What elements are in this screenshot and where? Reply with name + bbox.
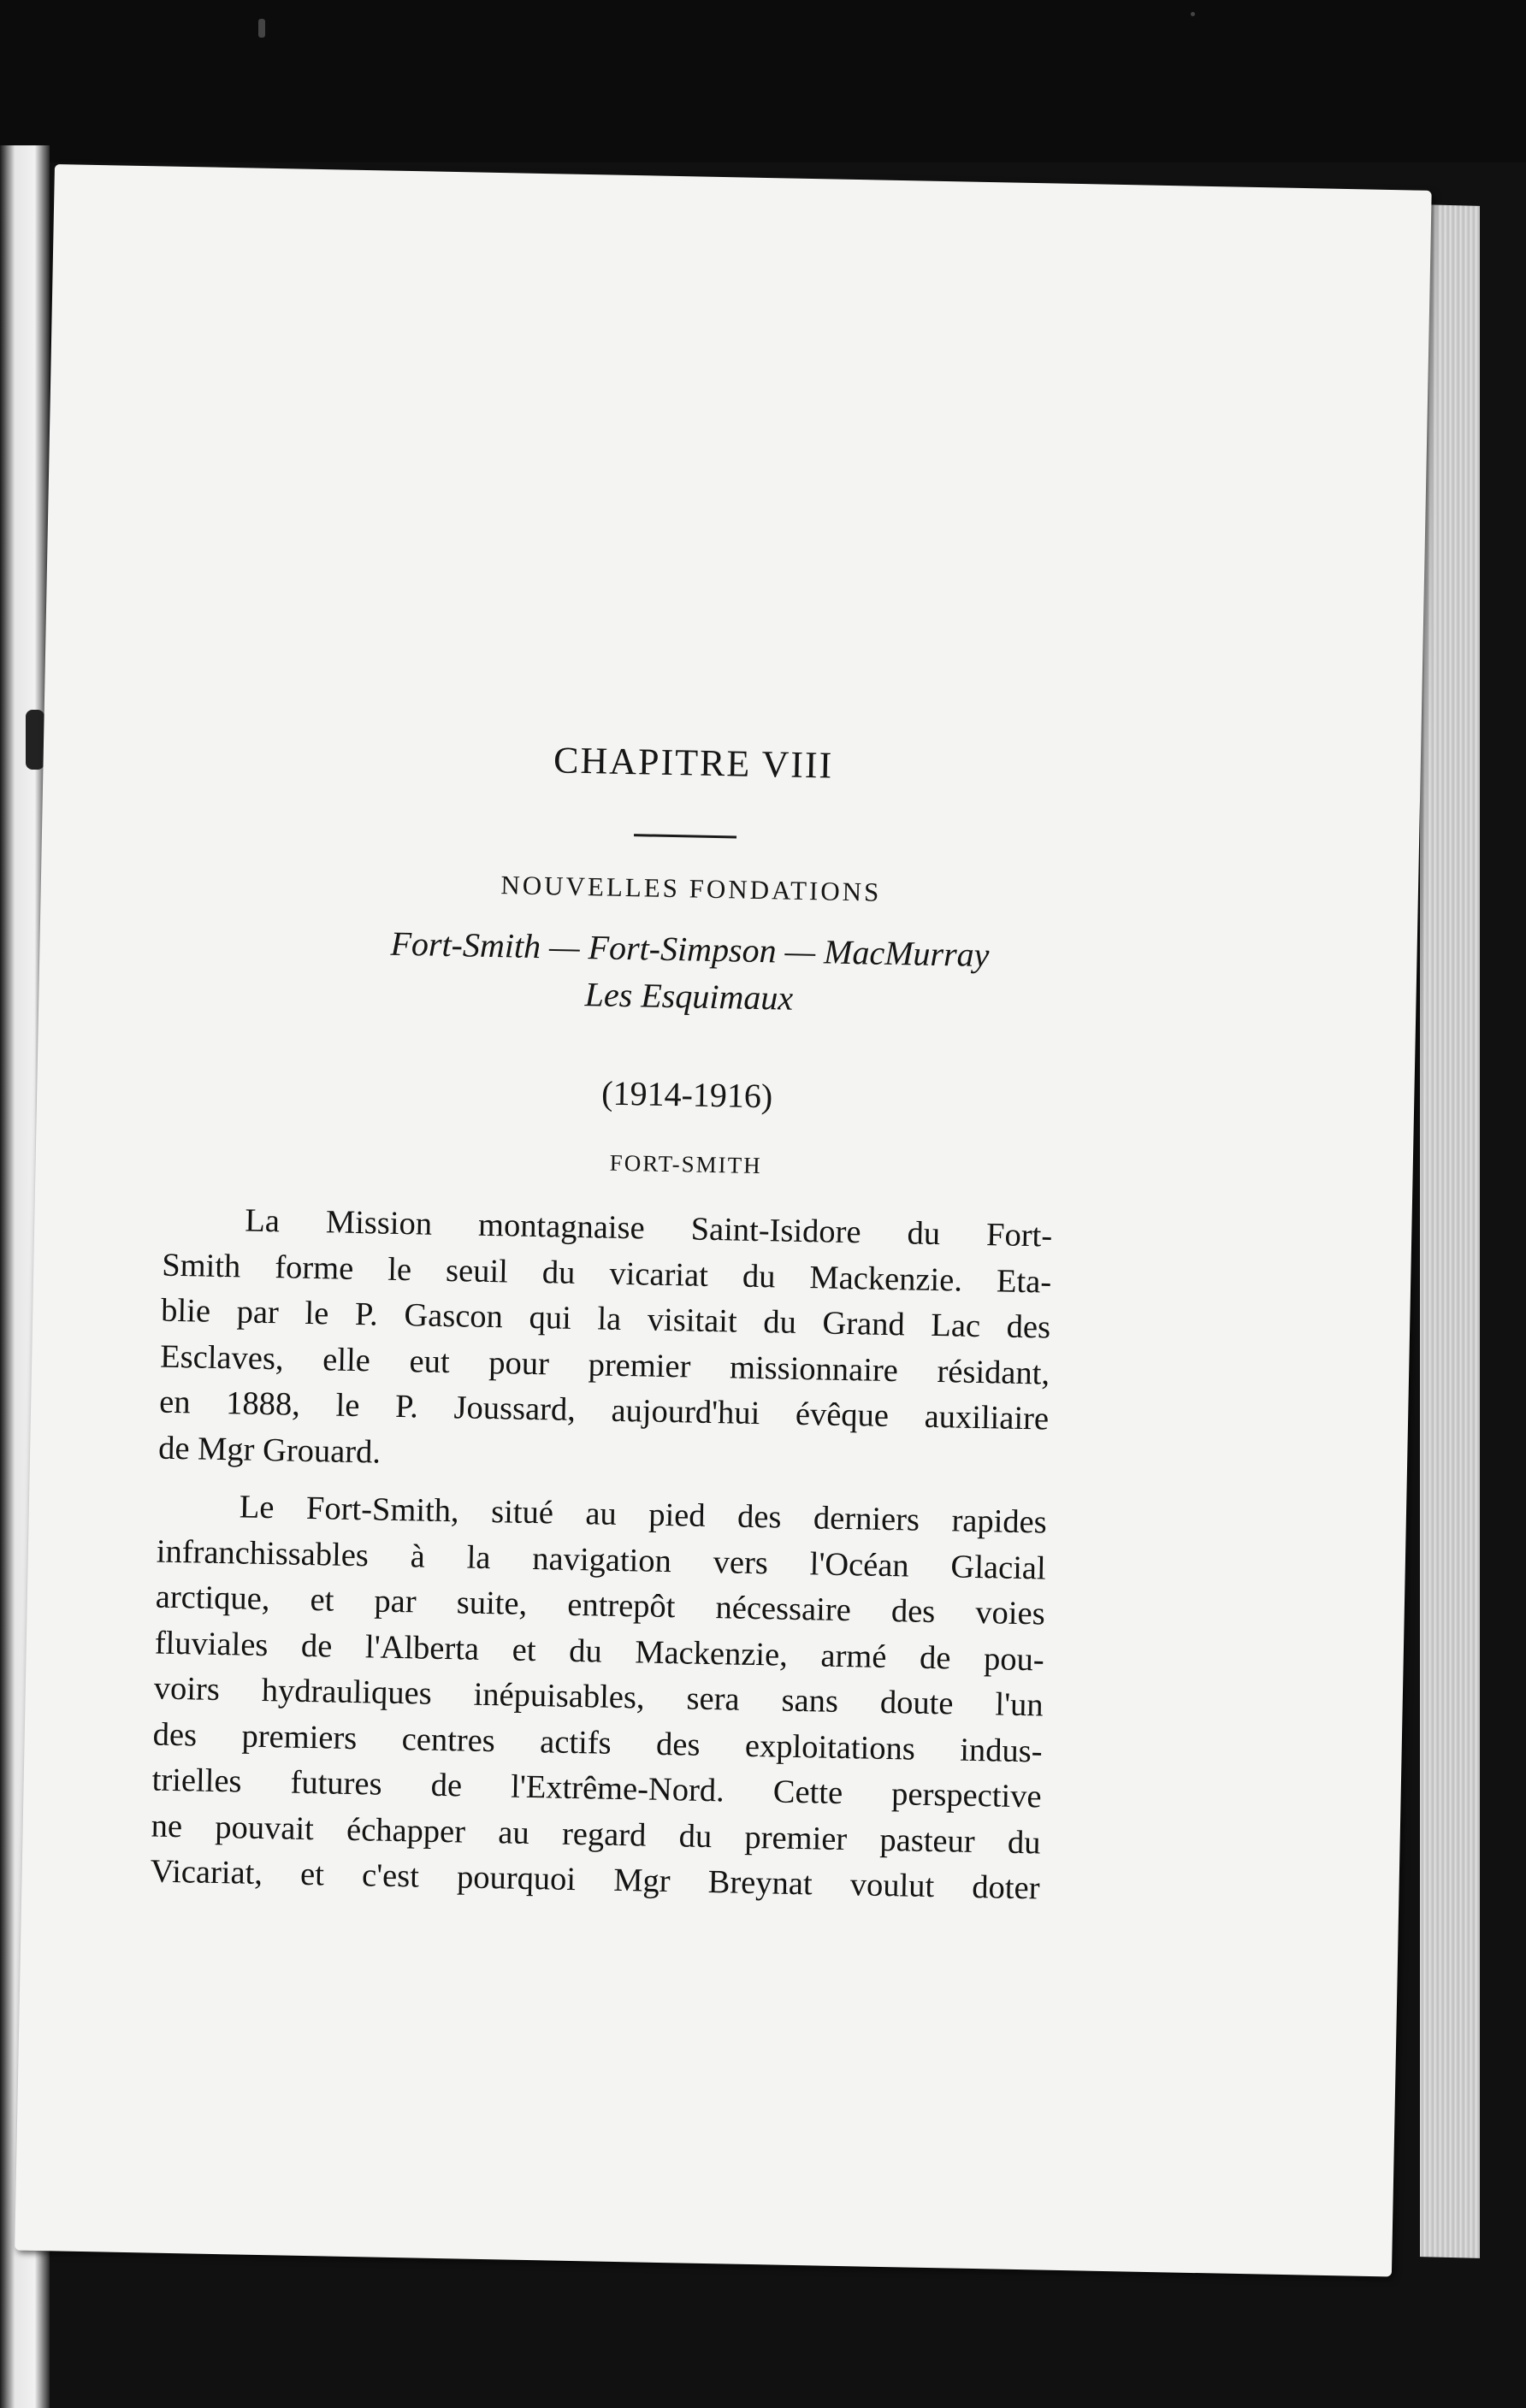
text-line: des premiers centres actifs des exploitations indus- <box>152 1716 1043 1770</box>
text-line: voirs hydrauliques inépuisables, sera sans doute l'un <box>153 1670 1044 1724</box>
paragraph <box>150 1484 1047 1912</box>
text-line: Le Fort-Smith, situé au pied des derniers rapides <box>239 1489 1048 1541</box>
section-heading: NOUVELLES FONDATIONS <box>500 870 882 907</box>
book-page <box>15 164 1432 2276</box>
chapter-title: CHAPITRE VIII <box>553 739 834 787</box>
text-line: blie par le P. Gascon qui la visitait du Grand Lac des <box>160 1292 1051 1346</box>
dust-speck <box>258 19 265 38</box>
text-line: arctique, et par suite, entrepôt nécessaire des voies <box>155 1579 1046 1632</box>
text-line: trielles futures de l'Extrême-Nord. Cette perspective <box>151 1762 1042 1815</box>
text-line: Smith forme le seuil du vicariat du Mackenzie. Eta- <box>161 1247 1052 1301</box>
scan-background <box>0 0 1526 162</box>
chapter-dates: (1914-1916) <box>600 1073 773 1116</box>
paragraph <box>158 1197 1053 1489</box>
text-line: de Mgr Grouard. <box>157 1430 382 1471</box>
text-line: ne pouvait échapper au regard du premier pasteur du <box>151 1808 1041 1861</box>
text-line: Vicariat, et c'est pourquoi Mgr Breynat voulut doter <box>150 1853 1040 1907</box>
text-line: fluviales de l'Alberta et du Mackenzie, armé de pou- <box>154 1625 1045 1679</box>
text-line: Esclaves, elle eut pour premier missionnaire résidant, <box>159 1338 1050 1392</box>
page-stack-edge <box>1420 204 1480 2258</box>
subtitle-places: Fort-Smith — Fort-Simpson — MacMurray <box>390 924 990 975</box>
text-line: La Mission montagnaise Saint-Isidore du Fort- <box>244 1202 1053 1254</box>
text-line: infranchissables à la navigation vers l'Océan Glacial <box>156 1533 1047 1587</box>
body-text <box>150 1197 1052 1912</box>
subtitle-esquimaux: Les Esquimaux <box>584 975 794 1018</box>
title-rule <box>634 834 736 838</box>
subsection-heading: FORT-SMITH <box>609 1149 762 1179</box>
text-line: en 1888, le P. Joussard, aujourd'hui évêque auxiliaire <box>158 1384 1050 1437</box>
binding-stitch <box>26 710 44 770</box>
dust-speck <box>1191 12 1195 16</box>
